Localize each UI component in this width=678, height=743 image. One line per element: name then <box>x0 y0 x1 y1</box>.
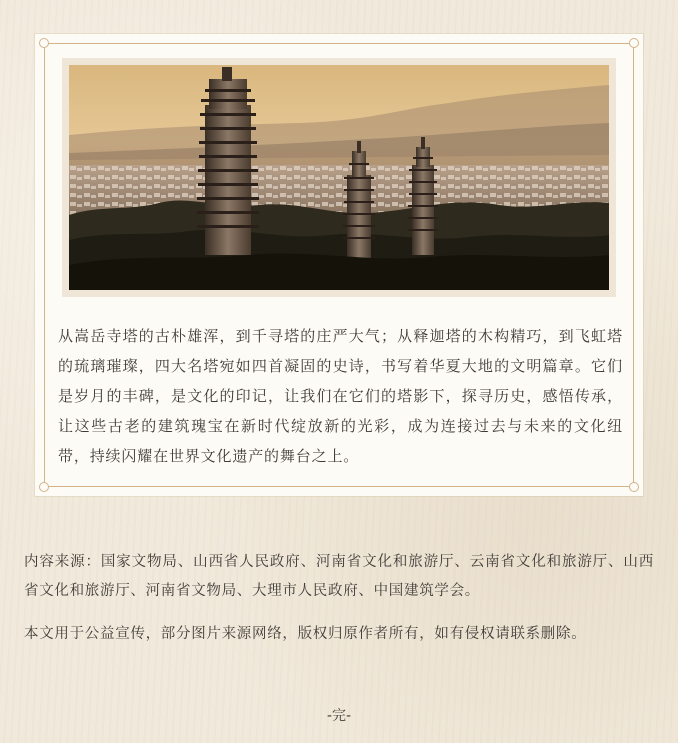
copyright-disclaimer-text: 本文用于公益宣传，部分图片来源网络，版权归原作者所有，如有侵权请联系删除。 <box>24 626 587 642</box>
corner-ornament-icon <box>39 482 49 492</box>
frame-border-bottom <box>45 486 633 487</box>
frame-border-left <box>44 44 45 486</box>
frame-border-top <box>45 43 633 44</box>
content-source-text: 内容来源：国家文物局、山西省人民政府、河南省文化和旅游厅、云南省文化和旅游厅、山西省文化和旅游厅、河南省文物局、大理市人民政府、中国建筑学会。 <box>24 554 654 599</box>
corner-ornament-icon <box>629 482 639 492</box>
corner-ornament-icon <box>39 38 49 48</box>
corner-ornament-icon <box>629 38 639 48</box>
article-body-text: 从嵩岳寺塔的古朴雄浑，到千寻塔的庄严大气；从释迦塔的木构精巧，到飞虹塔的琉璃璀璨，四大名塔宛如四首凝固的史诗，书写着华夏大地的文明篇章。它们是岁月的丰碑，是文化的印记，让我们在它们的塔影下，探寻历史，感悟传承，让这些古老的建筑瑰宝在新时代绽放新的光彩，成为连接过去与未来的文化纽带，持续闪耀在世界文化遗产的舞台之上。 <box>58 327 623 465</box>
photo-frame <box>62 58 616 297</box>
pagoda-photo <box>69 65 609 290</box>
end-mark: -完- <box>326 708 352 724</box>
article-card <box>35 34 643 496</box>
frame-border-right <box>633 44 634 486</box>
three-pagodas-illustration <box>69 65 609 290</box>
